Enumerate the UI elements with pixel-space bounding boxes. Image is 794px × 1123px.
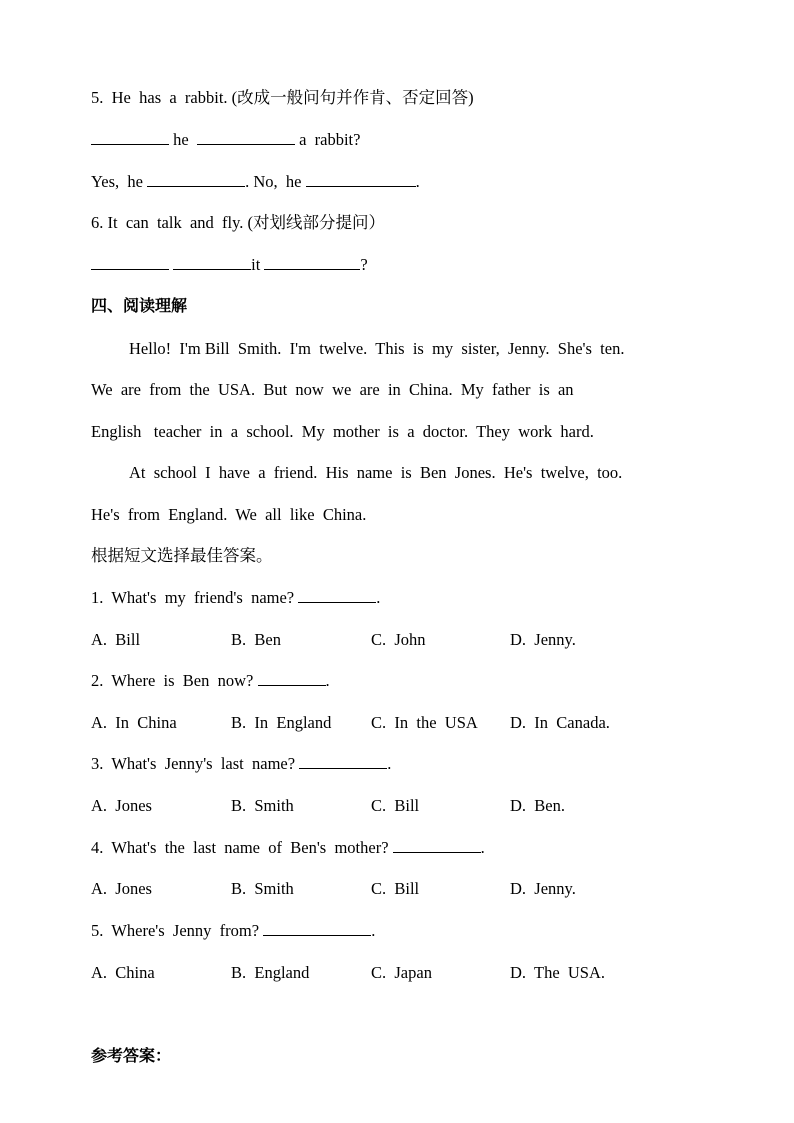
- blank: [91, 255, 169, 270]
- options-row: [91, 796, 731, 816]
- answer-blank: [258, 671, 326, 686]
- option-d: D. Jenny.: [510, 879, 576, 898]
- question-mark: ?: [360, 255, 368, 274]
- q5-yes: Yes, he: [91, 172, 148, 191]
- q5-word: a rabbit?: [294, 130, 361, 149]
- passage-line: At school I have a friend. His name is Ben Jones. He's twelve, too.: [129, 463, 623, 482]
- q6-line: [91, 255, 368, 275]
- option-d: D. Jenny.: [510, 630, 576, 649]
- question: [91, 838, 485, 858]
- options-row: [91, 879, 731, 899]
- blank: [264, 255, 360, 270]
- passage-line: English teacher in a school. My mother is a doctor. They work hard.: [91, 422, 594, 441]
- blank: [306, 172, 416, 187]
- question-text: 3. What's Jenny's last name?: [91, 754, 300, 773]
- option-b: B. Smith: [231, 796, 294, 815]
- option-c: C. In the USA: [371, 713, 478, 732]
- option-c: C. Japan: [371, 963, 432, 982]
- passage-line: Hello! I'm Bill Smith. I'm twelve. This is my sister, Jenny. She's ten.: [129, 339, 625, 358]
- question: [91, 588, 380, 608]
- period: .: [387, 754, 392, 773]
- option-a: A. Bill: [91, 630, 141, 649]
- option-a: A. China: [91, 963, 155, 982]
- period: .: [376, 588, 381, 607]
- q6-word: it: [251, 255, 265, 274]
- passage-line: He's from England. We all like China.: [91, 505, 367, 524]
- option-a: A. Jones: [91, 796, 152, 815]
- option-c: C. John: [371, 630, 426, 649]
- blank: [173, 255, 251, 270]
- blank: [147, 172, 245, 187]
- option-b: B. England: [231, 963, 310, 982]
- q5-no: . No, he: [245, 172, 306, 191]
- answer-blank: [393, 838, 481, 853]
- question: [91, 921, 375, 941]
- blank: [91, 130, 169, 145]
- option-b: B. Ben: [231, 630, 281, 649]
- period: .: [325, 671, 330, 690]
- question: [91, 754, 391, 774]
- period: .: [415, 172, 420, 191]
- option-d: D. Ben.: [510, 796, 565, 815]
- passage-line: We are from the USA. But now we are in China. My father is an: [91, 380, 574, 399]
- options-row: [91, 713, 731, 733]
- option-b: B. In England: [231, 713, 332, 732]
- option-c: C. Bill: [371, 879, 420, 898]
- answer-blank: [263, 921, 371, 936]
- option-d: D. In Canada.: [510, 713, 610, 732]
- option-c: C. Bill: [371, 796, 420, 815]
- period: .: [480, 838, 485, 857]
- blank: [197, 130, 295, 145]
- q5-word: he: [169, 130, 193, 149]
- options-row: [91, 630, 731, 650]
- q5-prompt: 5. He has a rabbit. (改成一般问句并作肯、否定回答): [91, 88, 474, 107]
- answers-heading: 参考答案：: [91, 1046, 172, 1065]
- option-a: A. Jones: [91, 879, 152, 898]
- section-heading: 四、阅读理解: [91, 296, 188, 315]
- option-b: B. Smith: [231, 879, 294, 898]
- option-d: D. The USA.: [510, 963, 606, 982]
- instruction: 根据短文选择最佳答案。: [91, 546, 273, 565]
- q6-prompt: 6. It can talk and fly. (对划线部分提问）: [91, 213, 386, 232]
- question: [91, 671, 330, 691]
- q5-line1: [91, 130, 360, 150]
- question-text: 2. Where is Ben now?: [91, 671, 258, 690]
- question-text: 5. Where's Jenny from?: [91, 921, 264, 940]
- q5-line2: [91, 172, 420, 192]
- question-text: 4. What's the last name of Ben's mother?: [91, 838, 393, 857]
- option-a: A. In China: [91, 713, 177, 732]
- answer-blank: [298, 588, 376, 603]
- answer-blank: [299, 754, 387, 769]
- period: .: [371, 921, 376, 940]
- options-row: [91, 963, 731, 983]
- question-text: 1. What's my friend's name?: [91, 588, 299, 607]
